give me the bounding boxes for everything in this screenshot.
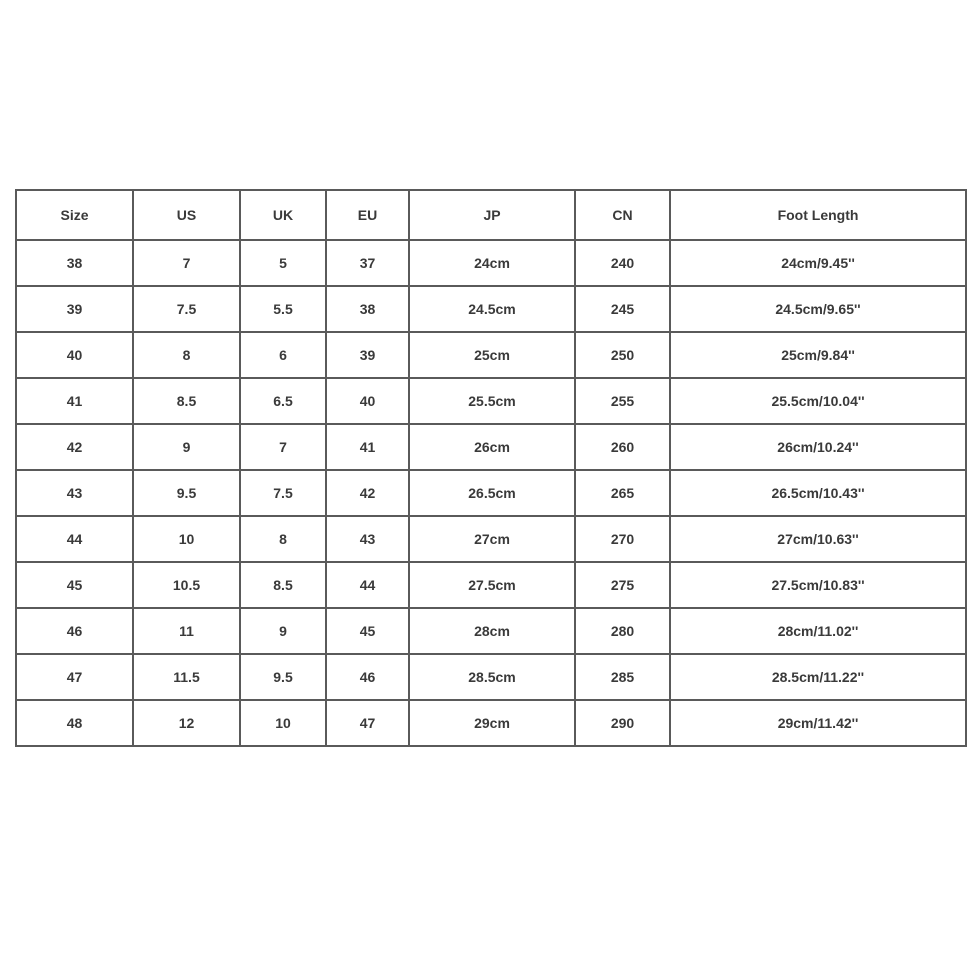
table-row <box>16 608 966 654</box>
cell-size: 38 <box>16 240 133 286</box>
cell-jp: 26cm <box>409 424 575 470</box>
cell-eu: 44 <box>326 562 409 608</box>
cell-cn: 285 <box>575 654 670 700</box>
cell-uk: 5.5 <box>240 286 326 332</box>
cell-us: 9.5 <box>133 470 240 516</box>
cell-eu: 40 <box>326 378 409 424</box>
cell-us: 10 <box>133 516 240 562</box>
cell-size: 42 <box>16 424 133 470</box>
table-row <box>16 286 966 332</box>
cell-cn: 255 <box>575 378 670 424</box>
cell-uk: 10 <box>240 700 326 746</box>
cell-eu: 37 <box>326 240 409 286</box>
cell-us: 7.5 <box>133 286 240 332</box>
table-row <box>16 378 966 424</box>
cell-uk: 7 <box>240 424 326 470</box>
cell-size: 40 <box>16 332 133 378</box>
cell-foot-length: 28cm/11.02'' <box>670 608 966 654</box>
header-cn: CN <box>575 190 670 240</box>
header-jp: JP <box>409 190 575 240</box>
cell-eu: 41 <box>326 424 409 470</box>
cell-uk: 8 <box>240 516 326 562</box>
size-chart-table <box>15 189 967 747</box>
cell-us: 11.5 <box>133 654 240 700</box>
cell-cn: 245 <box>575 286 670 332</box>
cell-uk: 6 <box>240 332 326 378</box>
cell-cn: 260 <box>575 424 670 470</box>
cell-cn: 270 <box>575 516 670 562</box>
cell-jp: 26.5cm <box>409 470 575 516</box>
cell-us: 12 <box>133 700 240 746</box>
cell-uk: 6.5 <box>240 378 326 424</box>
cell-eu: 38 <box>326 286 409 332</box>
cell-us: 8 <box>133 332 240 378</box>
cell-foot-length: 26.5cm/10.43'' <box>670 470 966 516</box>
cell-size: 43 <box>16 470 133 516</box>
cell-jp: 28cm <box>409 608 575 654</box>
header-foot-length: Foot Length <box>670 190 966 240</box>
cell-jp: 28.5cm <box>409 654 575 700</box>
cell-eu: 42 <box>326 470 409 516</box>
cell-jp: 27.5cm <box>409 562 575 608</box>
table-body <box>16 240 966 746</box>
header-us: US <box>133 190 240 240</box>
cell-uk: 8.5 <box>240 562 326 608</box>
cell-eu: 39 <box>326 332 409 378</box>
cell-size: 47 <box>16 654 133 700</box>
cell-foot-length: 29cm/11.42'' <box>670 700 966 746</box>
cell-foot-length: 28.5cm/11.22'' <box>670 654 966 700</box>
cell-size: 48 <box>16 700 133 746</box>
cell-size: 41 <box>16 378 133 424</box>
cell-uk: 5 <box>240 240 326 286</box>
cell-jp: 27cm <box>409 516 575 562</box>
cell-cn: 240 <box>575 240 670 286</box>
table-row <box>16 654 966 700</box>
cell-eu: 43 <box>326 516 409 562</box>
cell-jp: 24.5cm <box>409 286 575 332</box>
header-row <box>16 190 966 240</box>
cell-foot-length: 25cm/9.84'' <box>670 332 966 378</box>
cell-cn: 265 <box>575 470 670 516</box>
header-eu: EU <box>326 190 409 240</box>
cell-size: 46 <box>16 608 133 654</box>
table-row <box>16 332 966 378</box>
cell-size: 45 <box>16 562 133 608</box>
cell-jp: 29cm <box>409 700 575 746</box>
table-row <box>16 424 966 470</box>
cell-jp: 24cm <box>409 240 575 286</box>
cell-cn: 280 <box>575 608 670 654</box>
cell-eu: 45 <box>326 608 409 654</box>
cell-jp: 25cm <box>409 332 575 378</box>
cell-us: 7 <box>133 240 240 286</box>
header-uk: UK <box>240 190 326 240</box>
cell-cn: 275 <box>575 562 670 608</box>
cell-cn: 250 <box>575 332 670 378</box>
cell-size: 44 <box>16 516 133 562</box>
cell-eu: 47 <box>326 700 409 746</box>
cell-jp: 25.5cm <box>409 378 575 424</box>
cell-foot-length: 27cm/10.63'' <box>670 516 966 562</box>
cell-foot-length: 25.5cm/10.04'' <box>670 378 966 424</box>
cell-us: 9 <box>133 424 240 470</box>
cell-foot-length: 24.5cm/9.65'' <box>670 286 966 332</box>
cell-uk: 7.5 <box>240 470 326 516</box>
table-row <box>16 240 966 286</box>
cell-foot-length: 26cm/10.24'' <box>670 424 966 470</box>
header-size: Size <box>16 190 133 240</box>
table-row <box>16 470 966 516</box>
table-row <box>16 562 966 608</box>
cell-uk: 9 <box>240 608 326 654</box>
cell-foot-length: 27.5cm/10.83'' <box>670 562 966 608</box>
table-row <box>16 516 966 562</box>
cell-us: 8.5 <box>133 378 240 424</box>
table-row <box>16 700 966 746</box>
cell-us: 10.5 <box>133 562 240 608</box>
cell-size: 39 <box>16 286 133 332</box>
cell-foot-length: 24cm/9.45'' <box>670 240 966 286</box>
cell-eu: 46 <box>326 654 409 700</box>
cell-cn: 290 <box>575 700 670 746</box>
cell-us: 11 <box>133 608 240 654</box>
cell-uk: 9.5 <box>240 654 326 700</box>
